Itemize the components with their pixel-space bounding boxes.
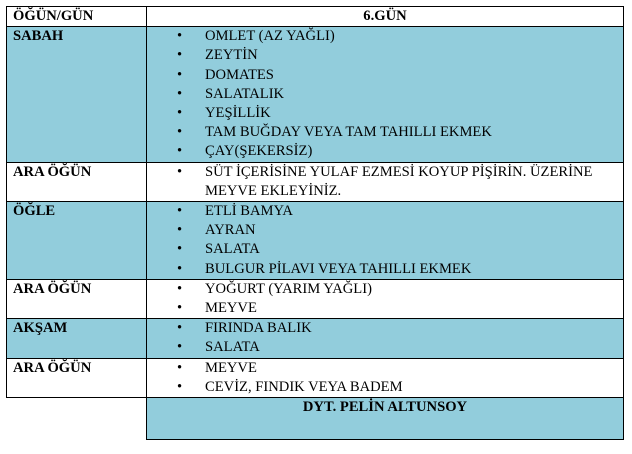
meal-row	[7, 27, 624, 162]
meal-name: ARA ÖĞÜN	[7, 358, 147, 397]
meal-items-cell	[147, 279, 624, 318]
meal-item: • TAM BUĞDAY VEYA TAM TAHILLI EKMEK	[147, 123, 623, 142]
dietitian-signature: DYT. PELİN ALTUNSOY	[147, 398, 624, 440]
meal-name: SABAH	[7, 27, 147, 162]
meal-row	[7, 358, 624, 397]
meal-item: • BULGUR PİLAVI VEYA TAHILLI EKMEK	[147, 260, 623, 279]
meal-item: • SALATA	[147, 338, 623, 357]
meal-name: ARA ÖĞÜN	[7, 162, 147, 201]
meal-items-list	[147, 280, 623, 318]
signature-row	[7, 398, 624, 440]
meal-row	[7, 162, 624, 201]
meal-row	[7, 319, 624, 358]
meal-item: • AYRAN	[147, 221, 623, 240]
meal-item: • CEVİZ, FINDIK VEYA BADEM	[147, 378, 623, 397]
meal-row	[7, 279, 624, 318]
meal-name: ARA ÖĞÜN	[7, 279, 147, 318]
meal-name: AKŞAM	[7, 319, 147, 358]
meal-item: • SALATALIK	[147, 85, 623, 104]
meal-items-cell	[147, 202, 624, 280]
meal-items-list	[147, 319, 623, 357]
meal-item: • FIRINDA BALIK	[147, 319, 623, 338]
meal-items-list	[147, 359, 623, 397]
meal-item: • SALATA	[147, 240, 623, 259]
meal-item: • MEYVE	[147, 299, 623, 318]
meal-item: • SÜT İÇERİSİNE YULAF EZMESİ KOYUP PİŞİRİN. ÜZERİNE MEYVE EKLEYİNİZ.	[147, 163, 623, 201]
meal-item: • YOĞURT (YARIM YAĞLI)	[147, 280, 623, 299]
meal-name: ÖĞLE	[7, 202, 147, 280]
meal-items-cell	[147, 27, 624, 162]
meal-day-header: ÖĞÜN/GÜN	[7, 7, 147, 27]
meal-item: • ZEYTİN	[147, 46, 623, 65]
meal-item: • OMLET (AZ YAĞLI)	[147, 27, 623, 46]
meal-items-list	[147, 163, 623, 201]
meal-item: • MEYVE	[147, 359, 623, 378]
meal-items-list	[147, 27, 623, 161]
meal-items-cell	[147, 162, 624, 201]
day-header: 6.GÜN	[147, 7, 624, 27]
meal-items-list	[147, 202, 623, 279]
empty-cell	[7, 398, 147, 440]
meal-items-cell	[147, 358, 624, 397]
meal-items-cell	[147, 319, 624, 358]
meal-item: • YEŞİLLİK	[147, 104, 623, 123]
meal-row	[7, 202, 624, 280]
table-header-row	[7, 7, 624, 27]
meal-item: • ETLİ BAMYA	[147, 202, 623, 221]
meal-item: • DOMATES	[147, 66, 623, 85]
meal-item: • ÇAY(ŞEKERSİZ)	[147, 142, 623, 161]
diet-plan-table	[6, 6, 624, 440]
